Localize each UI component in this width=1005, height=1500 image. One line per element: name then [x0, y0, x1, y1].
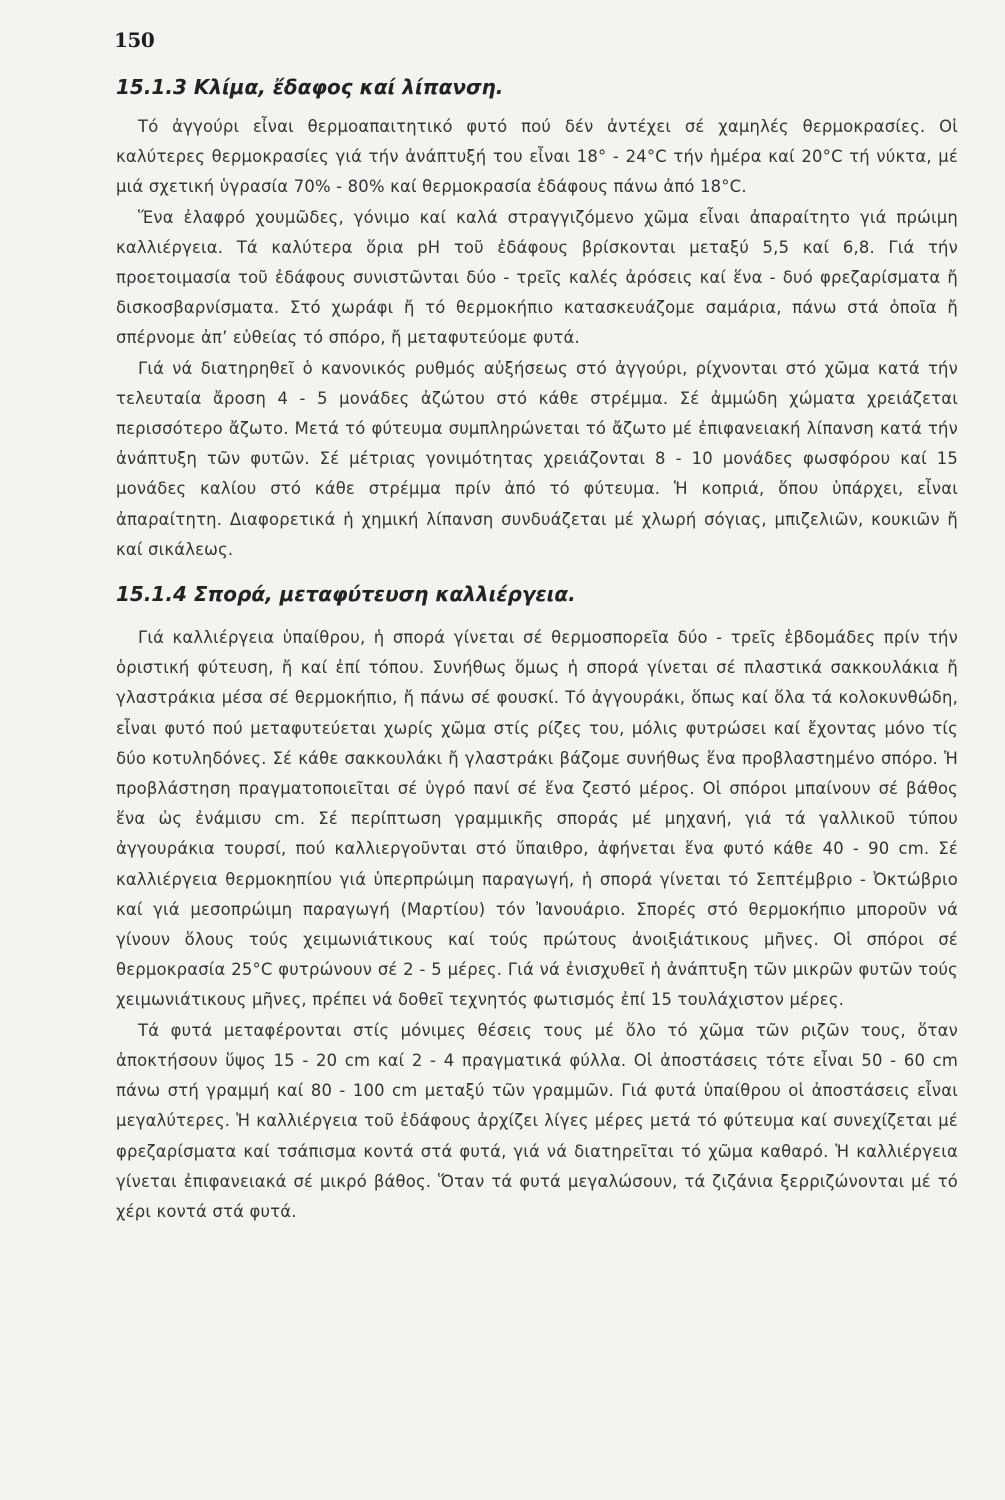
- paragraph: Ἕνα ἐλαφρό χουμῶδες, γόνιμο καί καλά στραγγιζόμενο χῶμα εἶναι ἀπαραίτητο γιά πρώιμη καλλιέργεια. Τά καλύτερα ὅρια pH τοῦ ἐδάφους βρίσκονται μεταξύ 5,5 καί 6,8. Γιά τήν προετοιμασία τοῦ ἐδάφους συνιστῶνται δύο - τρεῖς καλές ἀρόσεις καί ἕνα - δυό φρεζαρίσματα ἤ δισκοσβαρνίσματα. Στό χωράφι ἤ τό θερμοκήπιο κατασκευάζομε σαμάρια, πάνω στά ὁποῖα ἤ σπέρνομε ἀπ’ εὐθείας τό σπόρο, ἤ μεταφυτεύομε φυτά.: [116, 207, 958, 348]
- page-content: [116, 72, 958, 1227]
- paragraph: Γιά καλλιέργεια ὑπαίθρου, ἡ σπορά γίνεται σέ θερμοσπορεῖα δύο - τρεῖς ἑβδομάδες πρίν τήν ὁριστική φύτευση, ἤ καί ἐπί τόπου. Συνήθως ὅμως ἡ σπορά γίνεται σέ πλαστικά σακκουλάκια ἤ γλαστράκια μέσα σέ θερμοκήπιο, ἤ πάνω σέ φουσκί. Τό ἀγγουράκι, ὅπως καί ὅλα τά κολοκυνθώδη, εἶναι φυτό πού μεταφυτεύεται χωρίς χῶμα στίς ρίζες του, μόλις φυτρώσει καί ἔχοντας μόνο τίς δύο κοτυληδόνες. Σέ κάθε σακκουλάκι ἤ γλαστράκι βάζομε συνήθως ἕνα προβλαστημένο σπόρο. Ἡ προβλάστηση πραγματοποιεῖται σέ ὑγρό πανί σέ ἕνα ζεστό μέρος. Οἱ σπόροι μπαίνουν σέ βάθος ἕνα ὡς ἐνάμισυ cm. Σέ περίπτωση γραμμικῆς σποράς μέ μηχανή, γιά τά γαλλικοῦ τύπου ἀγγουράκια τουρσί, πού καλλιεργοῦνται στό ὕπαιθρο, ἀφήνεται ἕνα φυτό κάθε 40 - 90 cm. Σέ καλλιέργεια θερμοκηπίου γιά ὑπερπρώιμη παραγωγή, ἡ σπορά γίνεται τό Σεπτέμβριο - Ὀκτώβριο καί γιά μεσοπρώιμη παραγωγή (Μαρτίου) τόν Ἰανουάριο. Σπορές στό θερμοκήπιο μποροῦν νά γίνουν ὅλους τούς χειμωνιάτικους καί τούς πρώτους ἀνοιξιάτικους μῆνες. Οἱ σπόροι σέ θερμοκρασία 25°C φυτρώνουν σέ 2 - 5 μέρες. Γιά νά ἐνισχυθεῖ ἡ ἀνάπτυξη τῶν μικρῶν φυτῶν τούς χειμωνιάτικους μῆνες, πρέπει νά δοθεῖ τεχνητός φωτισμός ἐπί 15 τουλάχιστον μέρες.: [116, 628, 958, 1010]
- section-heading: 15.1.4 Σπορά, μεταφύτευση καλλιέργεια.: [116, 582, 576, 607]
- page-number: 150: [114, 28, 155, 52]
- section-climate-soil-fertilization: [116, 72, 958, 565]
- paragraph: Γιά νά διατηρηθεῖ ὁ κανονικός ρυθμός αὐξήσεως στό ἀγγούρι, ρίχνονται στό χῶμα κατά τήν τελευταία ἄροση 4 - 5 μονάδες ἀζώτου στό κάθε στρέμμα. Σέ ἀμμώδη χώματα χρειάζεται περισσότερο ἄζωτο. Μετά τό φύτευμα συμπληρώνεται τό ἄζωτο μέ ἐπιφανειακή λίπανση κατά τήν ἀνάπτυξη τῶν φυτῶν. Σέ μέτριας γονιμότητας χρειάζονται 8 - 10 μονάδες φωσφόρου καί 15 μονάδες καλίου στό κάθε στρέμμα πρίν ἀπό τό φύτευμα. Ἡ κοπριά, ὅπου ὑπάρχει, εἶναι ἀπαραίτητη. Διαφορετικά ἡ χημική λίπανση συνδυάζεται μέ χλωρή σόγιας, μπιζελιῶν, κουκιῶν ἤ καί σικάλεως.: [116, 358, 958, 559]
- section-heading: 15.1.3 Κλίμα, ἔδαφος καί λίπανση.: [116, 75, 504, 99]
- paragraph: Τό ἀγγούρι εἶναι θερμοαπαιτητικό φυτό πού δέν ἀντέχει σέ χαμηλές θερμοκρασίες. Οἱ καλύτερες θερμοκρασίες γιά τήν ἀνάπτυξή του εἶναι 18° - 24°C τήν ἡμέρα καί 20°C τή νύκτα, μέ μιά σχετική ὑγρασία 70% - 80% καί θερμοκρασία ἐδάφους πάνω ἀπό 18°C.: [116, 117, 958, 197]
- paragraph: Τά φυτά μεταφέρονται στίς μόνιμες θέσεις τους μέ ὅλο τό χῶμα τῶν ριζῶν τους, ὅταν ἀποκτήσουν ὕψος 15 - 20 cm καί 2 - 4 πραγματικά φύλλα. Οἱ ἀποστάσεις τότε εἶναι 50 - 60 cm πάνω στή γραμμή καί 80 - 100 cm μεταξύ τῶν γραμμῶν. Γιά φυτά ὑπαίθρου οἱ ἀποστάσεις εἶναι μεγαλύτερες. Ἡ καλλιέργεια τοῦ ἐδάφους ἀρχίζει λίγες μέρες μετά τό φύτευμα καί συνεχίζεται μέ φρεζαρίσματα καί τσάπισμα κοντά στά φυτά, γιά νά διατηρεῖται τό χῶμα καθαρό. Ἡ καλλιέργεια γίνεται ἐπιφανειακά σέ μικρό βάθος. Ὅταν τά φυτά μεγαλώσουν, τά ζιζάνια ξερριζώνονται μέ τό χέρι κοντά στά φυτά.: [116, 1020, 958, 1221]
- section-sowing-transplanting-cultivation: [116, 579, 958, 1227]
